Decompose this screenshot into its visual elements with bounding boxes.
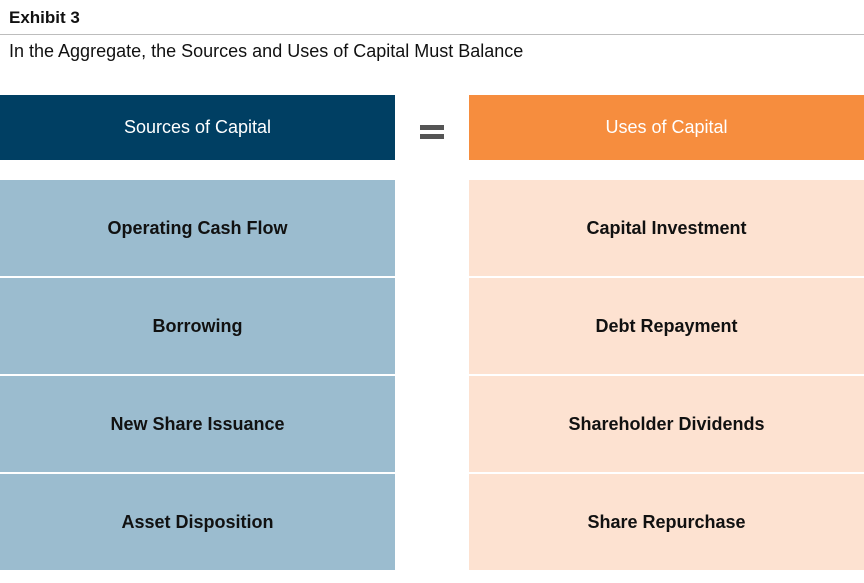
uses-header: Uses of Capital [469, 95, 864, 160]
use-item-share-repurchase: Share Repurchase [469, 474, 864, 570]
equals-bar-bottom [420, 134, 444, 139]
sources-list [0, 180, 395, 570]
equals-bar-top [420, 125, 444, 130]
exhibit-title: In the Aggregate, the Sources and Uses of Capital Must Balance [9, 41, 524, 61]
exhibit-label: Exhibit 3 [9, 8, 80, 27]
source-item-asset-disposition: Asset Disposition [0, 474, 395, 570]
use-item-debt-repayment: Debt Repayment [469, 278, 864, 374]
source-item-operating-cash-flow: Operating Cash Flow [0, 180, 395, 276]
sources-column [0, 95, 395, 570]
sources-header: Sources of Capital [0, 95, 395, 160]
source-item-borrowing: Borrowing [0, 278, 395, 374]
uses-list [469, 180, 864, 570]
source-item-new-share-issuance: New Share Issuance [0, 376, 395, 472]
use-item-capital-investment: Capital Investment [469, 180, 864, 276]
equals-sign-icon [420, 125, 444, 139]
use-item-shareholder-dividends: Shareholder Dividends [469, 376, 864, 472]
uses-column [469, 95, 864, 570]
header-divider [0, 34, 864, 35]
